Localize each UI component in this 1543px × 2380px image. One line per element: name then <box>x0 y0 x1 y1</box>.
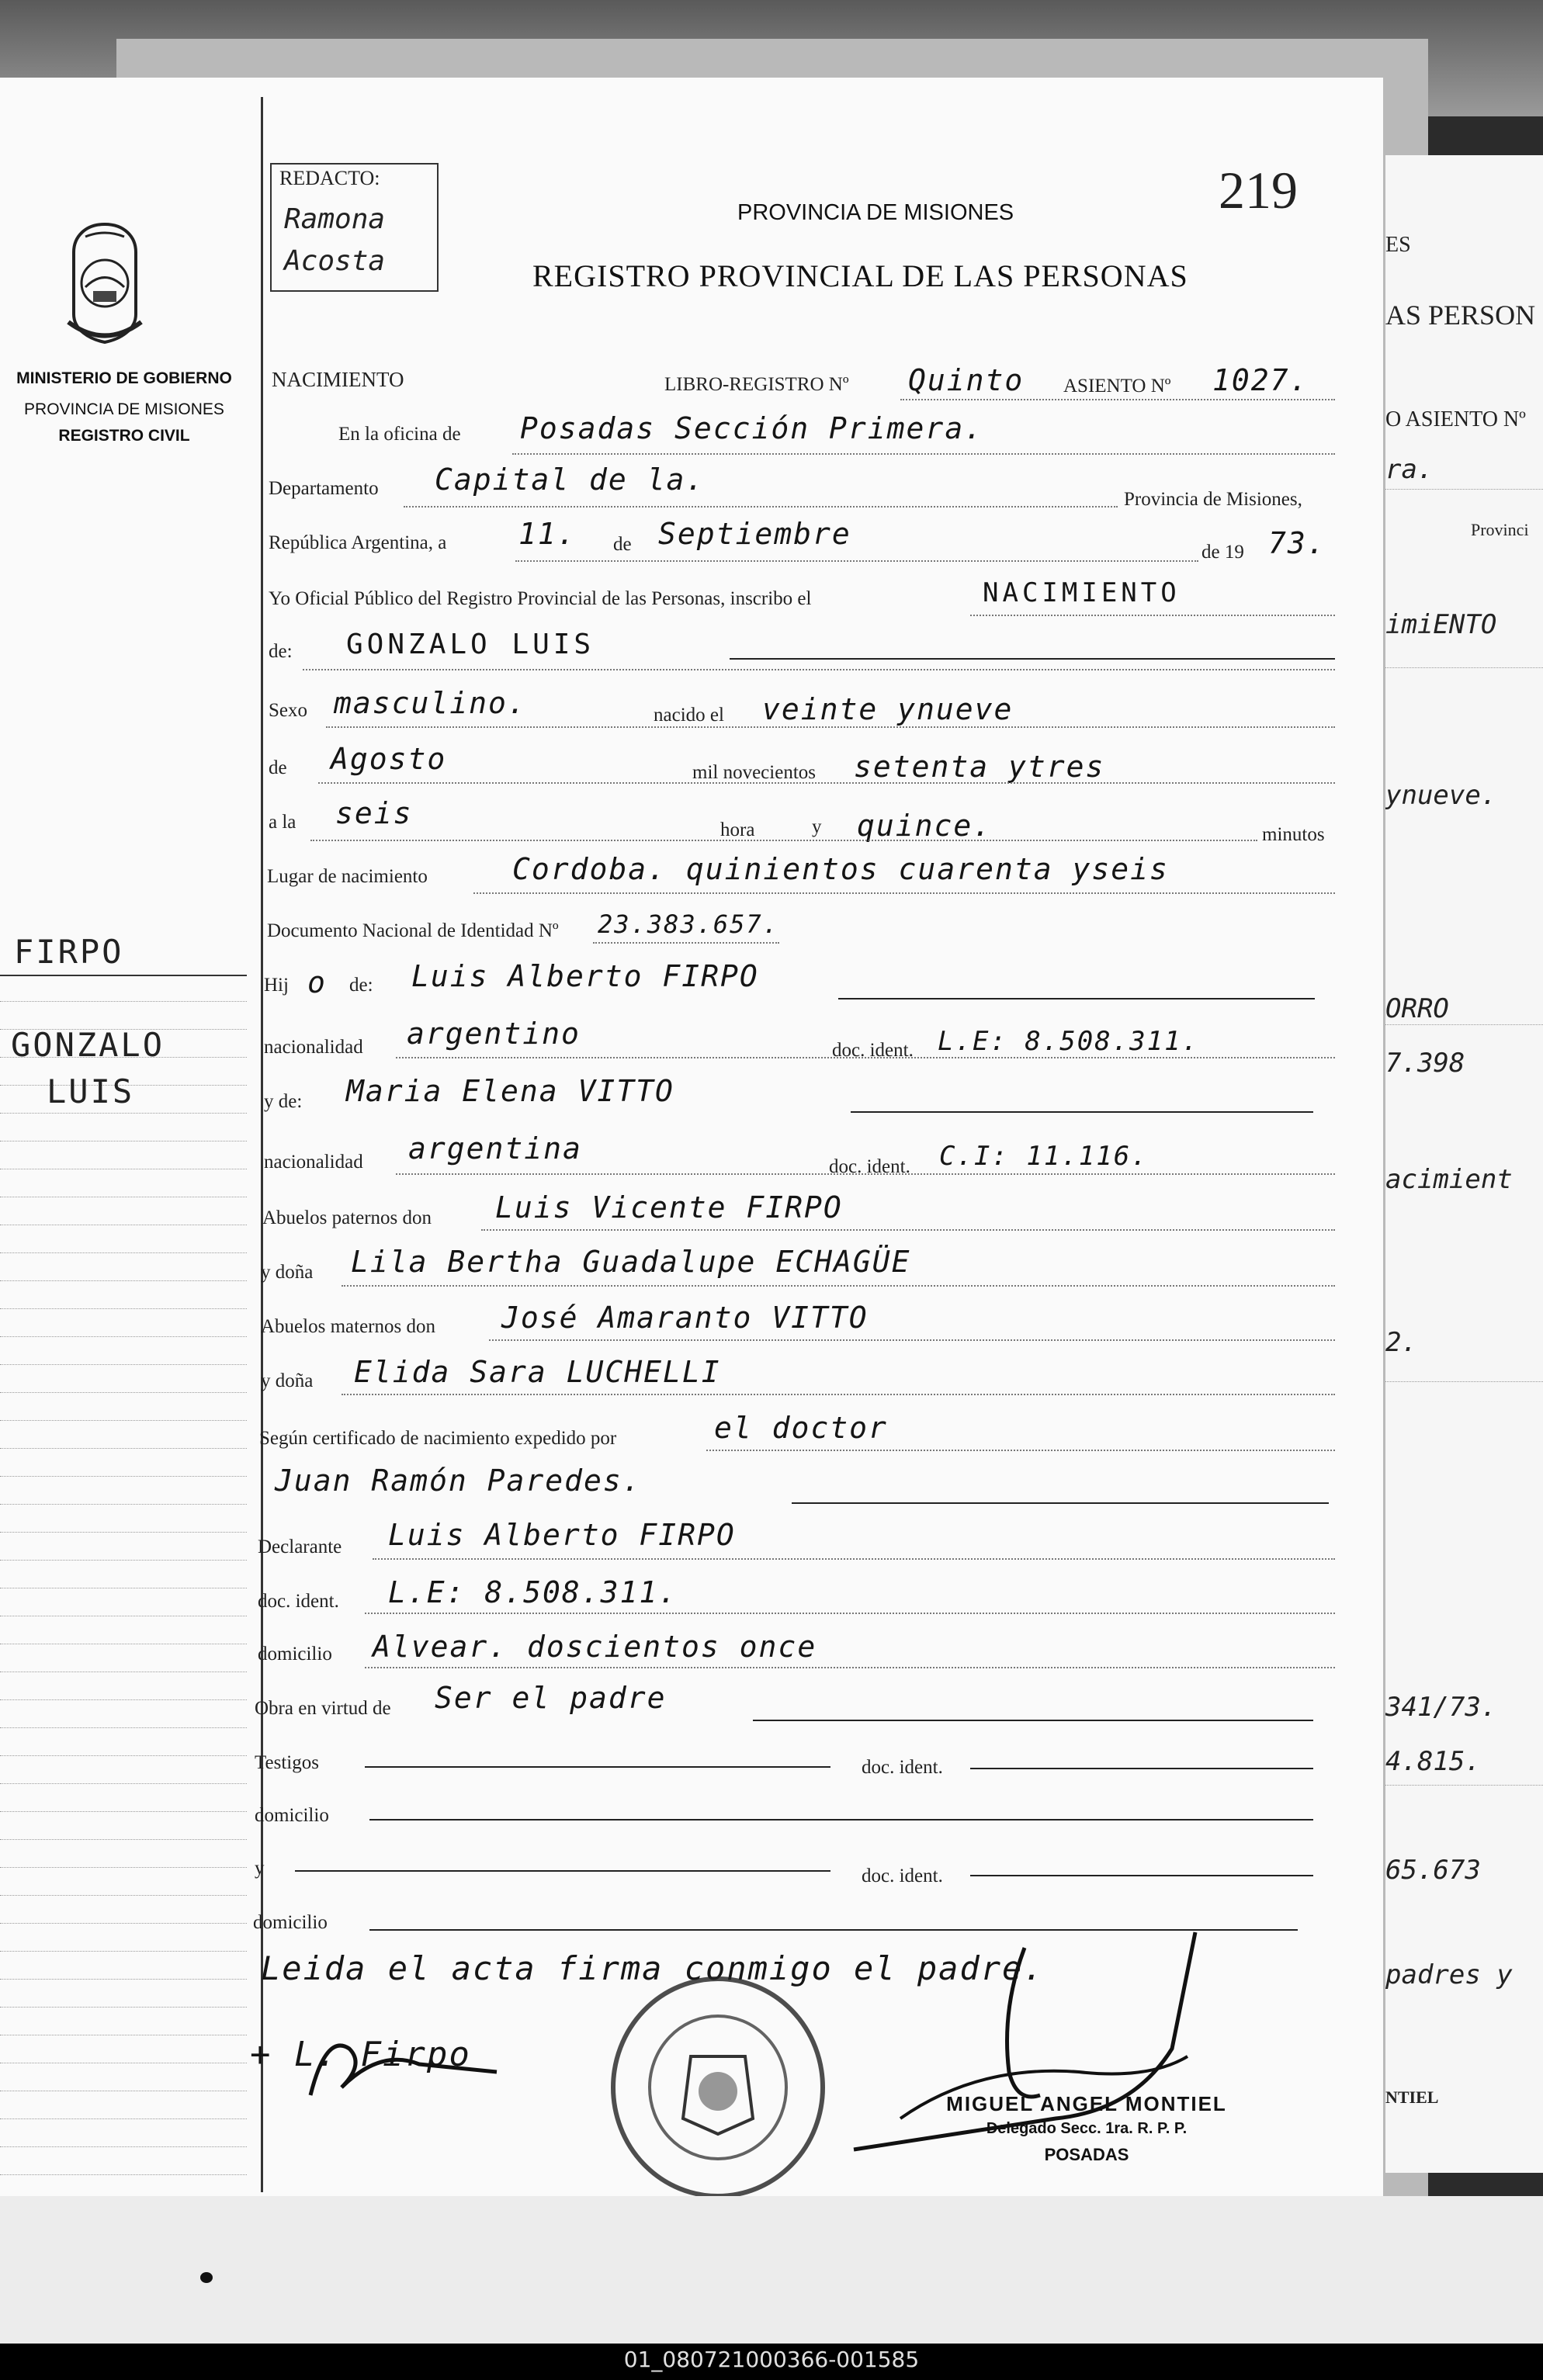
nacido-de-label: de <box>269 757 287 778</box>
nacido-anio-value: setenta ytres <box>854 750 1105 784</box>
ala-label: a la <box>269 812 296 833</box>
dni-value: 23.383.657. <box>598 909 779 939</box>
registry-title: REGISTRO PROVINCIAL DE LAS PERSONAS <box>532 258 1188 293</box>
obra-label: Obra en virtud de <box>255 1698 391 1719</box>
margin-rule-line <box>0 1755 247 1756</box>
domicilio-label: domicilio <box>258 1644 332 1665</box>
redacto-name-2: Acosta <box>284 245 386 277</box>
org-registry: REGISTRO CIVIL <box>58 427 190 445</box>
docident1-value: L.E: 8.508.311. <box>938 1026 1200 1057</box>
margin-rule-line <box>0 1895 247 1896</box>
hijo-label: Hij <box>264 975 289 996</box>
nacido-mes-value: Agosto <box>331 742 447 776</box>
hora-label: hora <box>720 819 755 840</box>
margin-surname: FIRPO <box>14 933 124 971</box>
docident3-label: doc. ident. <box>258 1591 339 1612</box>
margin-rule-line <box>0 1392 247 1393</box>
underlying-text: ES <box>1385 233 1411 257</box>
nombre-dotted-line <box>303 669 1335 670</box>
provincia-label: Provincia de Misiones, <box>1124 489 1302 510</box>
republica-label: República Argentina, a <box>269 532 447 553</box>
dia-value: 11. <box>518 517 577 551</box>
inscribe-line <box>970 615 1335 616</box>
docident3-value: L.E: 8.508.311. <box>388 1575 678 1609</box>
domicilio2-label: domicilio <box>255 1805 329 1826</box>
docident3-line <box>365 1613 1335 1614</box>
signature-flourish-icon <box>241 2018 536 2111</box>
margin-rule-line <box>0 1252 247 1253</box>
underlying-rule <box>1385 1024 1543 1025</box>
file-id: 01_080721000366-001585 <box>623 2347 920 2372</box>
y-label: y <box>812 816 822 837</box>
nombre-line <box>730 658 1335 660</box>
asiento-label: ASIENTO Nº <box>1063 376 1171 397</box>
redacto-label: REDACTO: <box>279 167 380 189</box>
underlying-handwriting: padres y <box>1385 1959 1513 1990</box>
dni-label: Documento Nacional de Identidad Nº <box>267 920 559 941</box>
underlying-handwriting: 65.673 <box>1385 1855 1481 1886</box>
nac2-line <box>396 1173 1335 1175</box>
margin-rule-line <box>0 1448 247 1449</box>
margin-rule-line <box>0 1560 247 1561</box>
margin-rule-line <box>0 1476 247 1477</box>
nacido-dia-value: veinte ynueve <box>762 692 1014 726</box>
margin-rule-line <box>0 1364 247 1365</box>
nac1-label: nacionalidad <box>264 1037 363 1058</box>
abuelos-m-label: Abuelos maternos don <box>261 1316 435 1337</box>
nacido-label: nacido el <box>654 705 724 726</box>
underlying-text: Provinci <box>1471 520 1529 539</box>
margin-rule-line <box>0 2007 247 2008</box>
margin-rule-line <box>0 1308 247 1309</box>
oficina-value: Posadas Sección Primera. <box>520 411 984 445</box>
margin-rule-line <box>0 1113 247 1114</box>
hora-line <box>310 840 1257 841</box>
record-type: NACIMIENTO <box>272 368 404 391</box>
hijo-de-label: de: <box>349 975 373 996</box>
madre-value: Maria Elena VITTO <box>346 1074 674 1108</box>
libro-line <box>900 399 1335 400</box>
mes-value: Septiembre <box>658 517 851 551</box>
lugar-value: Cordoba. quinientos cuarenta yseis <box>512 852 1169 886</box>
domicilio-line <box>365 1667 1335 1668</box>
margin-given-name-2: LUIS <box>47 1072 135 1110</box>
margin-rule-line <box>0 1001 247 1002</box>
underlying-text: O ASIENTO Nº <box>1385 407 1526 431</box>
abuela-p-line <box>342 1285 1335 1287</box>
certificado-value-1: el doctor <box>714 1411 888 1445</box>
docident5-label: doc. ident. <box>862 1866 943 1886</box>
abuela-p-value: Lila Bertha Guadalupe ECHAGÜE <box>351 1245 911 1279</box>
margin-rule-line <box>0 1532 247 1533</box>
fecha-line <box>515 560 1198 562</box>
docident4-line <box>970 1768 1313 1769</box>
margin-rule-line <box>0 1699 247 1700</box>
ink-dot <box>200 2272 213 2283</box>
margin-given-name-1: GONZALO <box>11 1026 165 1064</box>
table-surface <box>0 2196 1543 2344</box>
closing-statement: Leida el acta firma conmigo el padre. <box>261 1949 1045 1987</box>
docident4-label: doc. ident. <box>862 1757 943 1778</box>
abuela-m-line <box>342 1394 1335 1395</box>
underlying-handwriting: imiENTO <box>1385 609 1497 640</box>
docident5-line <box>970 1875 1313 1876</box>
docident1-label: doc. ident. <box>832 1040 914 1061</box>
minutos-label: minutos <box>1262 824 1325 845</box>
official-city: POSADAS <box>1044 2145 1129 2164</box>
underlying-handwriting: ynueve. <box>1385 780 1497 811</box>
ydona2-label: y doña <box>261 1370 314 1391</box>
margin-rule-line <box>0 1979 247 1980</box>
margin-rule-line <box>0 1839 247 1840</box>
departamento-line <box>404 506 1118 508</box>
sexo-value: masculino. <box>334 686 527 720</box>
underlying-handwriting: 7.398 <box>1385 1048 1465 1079</box>
provincial-seal-icon <box>62 221 147 345</box>
org-province: PROVINCIA DE MISIONES <box>24 400 224 418</box>
mil-label: mil novecientos <box>692 762 816 783</box>
departamento-label: Departamento <box>269 478 379 499</box>
underlying-handwriting: ra. <box>1385 454 1434 485</box>
margin-rule-line <box>0 1923 247 1924</box>
abuelos-p-label: Abuelos paternos don <box>262 1207 432 1228</box>
margin-rule-line <box>0 1420 247 1421</box>
underlying-handwriting: ORRO <box>1385 993 1449 1024</box>
page-number: 219 <box>1219 161 1298 220</box>
sexo-line <box>326 726 1335 728</box>
underlying-handwriting: 341/73. <box>1385 1692 1497 1723</box>
docident2-label: doc. ident. <box>829 1156 910 1177</box>
underlying-handwriting: 2. <box>1385 1327 1417 1358</box>
declarant-signature: + L. Firpo <box>250 2035 471 2074</box>
margin-rule-line <box>0 1280 247 1281</box>
redacto-name-1: Ramona <box>284 203 386 235</box>
abuelo-m-value: José Amaranto VITTO <box>501 1301 869 1335</box>
province-title: PROVINCIA DE MISIONES <box>737 200 1014 225</box>
nac2-value: argentina <box>408 1131 582 1166</box>
domicilio2-line <box>369 1819 1313 1821</box>
declarante-label: Declarante <box>258 1536 342 1557</box>
inscribe-value: NACIMIENTO <box>983 577 1181 608</box>
margin-rule-line <box>0 2174 247 2175</box>
underlying-rule <box>1385 667 1543 668</box>
abuelo-p-value: Luis Vicente FIRPO <box>495 1190 843 1225</box>
underlying-rule <box>1385 1785 1543 1786</box>
official-role: Delegado Secc. 1ra. R. P. P. <box>986 2120 1188 2137</box>
margin-rule-line <box>0 1783 247 1784</box>
margin-surname-underline <box>0 975 247 976</box>
oficina-label: En la oficina de <box>338 424 461 445</box>
ydona1-label: y doña <box>261 1262 314 1283</box>
nac1-value: argentino <box>407 1017 581 1051</box>
nac1-line <box>396 1057 1335 1058</box>
docident2-value: C.I: 11.116. <box>939 1141 1149 1172</box>
sexo-label: Sexo <box>269 700 307 721</box>
certificado-line <box>706 1450 1335 1451</box>
de-label: de <box>613 534 632 555</box>
declarante-line <box>373 1558 1335 1560</box>
lugar-label: Lugar de nacimiento <box>267 866 428 887</box>
margin-rule-line <box>0 1336 247 1337</box>
underlying-text: AS PERSON <box>1385 300 1536 331</box>
departamento-value: Capital de la. <box>435 462 706 497</box>
y2-label: y <box>255 1858 265 1879</box>
obra-line <box>753 1720 1313 1721</box>
underlying-handwriting: acimient <box>1385 1164 1513 1195</box>
lugar-line <box>473 892 1335 894</box>
testigos-line <box>365 1766 830 1768</box>
nombre-label: de: <box>269 641 293 662</box>
margin-rule-line <box>0 1867 247 1868</box>
y2-line <box>295 1870 830 1872</box>
madre-line <box>851 1111 1313 1113</box>
domicilio-value: Alvear. doscientos once <box>373 1630 817 1664</box>
nac2-label: nacionalidad <box>264 1152 363 1173</box>
org-ministry: MINISTERIO DE GOBIERNO <box>16 369 232 387</box>
oficina-line <box>512 453 1335 455</box>
certificado-value-2: Juan Ramón Paredes. <box>275 1464 642 1498</box>
padre-value: Luis Alberto FIRPO <box>411 959 759 993</box>
abuela-m-value: Elida Sara LUCHELLI <box>354 1355 721 1389</box>
margin-rule-line <box>0 1951 247 1952</box>
asiento-value: 1027. <box>1212 363 1309 397</box>
padre-line <box>838 998 1315 999</box>
dni-line <box>593 942 779 944</box>
libro-label: LIBRO-REGISTRO Nº <box>664 374 849 395</box>
abuelo-p-line <box>481 1229 1335 1231</box>
margin-rule-line <box>0 1504 247 1505</box>
underlying-rule <box>1385 489 1543 490</box>
obra-value: Ser el padre <box>435 1681 667 1715</box>
abuelo-m-line <box>489 1339 1335 1341</box>
nombre-value: GONZALO LUIS <box>346 629 595 660</box>
margin-rule-line <box>0 2146 247 2147</box>
margin-rule-line <box>0 1811 247 1812</box>
testigos-label: Testigos <box>255 1752 319 1773</box>
hora-value: seis <box>335 796 413 830</box>
minutos-value: quince. <box>857 809 993 843</box>
anio-prefix: de 19 <box>1201 542 1244 563</box>
hijo-value: o <box>307 965 327 999</box>
registry-seal-stamp-icon <box>605 1971 830 2204</box>
certificado-label: Según certificado de nacimiento expedido por <box>259 1428 617 1449</box>
declarante-value: Luis Alberto FIRPO <box>388 1518 736 1552</box>
underlying-handwriting: 4.815. <box>1385 1746 1481 1777</box>
margin-rule-line <box>0 1727 247 1728</box>
libro-value: Quinto <box>908 363 1025 397</box>
yde-label: y de: <box>264 1091 303 1112</box>
domicilio3-label: domicilio <box>253 1912 328 1933</box>
margin-rule-line <box>0 2118 247 2119</box>
underlying-text: NTIEL <box>1385 2087 1439 2107</box>
nacido-line <box>318 782 1335 784</box>
anio-value: 73. <box>1268 526 1326 560</box>
underlying-rule <box>1385 1381 1543 1382</box>
certificado-line-2 <box>792 1502 1329 1504</box>
underlying-page <box>1385 155 1543 2173</box>
official-name: MIGUEL ANGEL MONTIEL <box>946 2092 1227 2115</box>
oficial-text: Yo Oficial Público del Registro Provincial de las Personas, inscribo el <box>269 588 812 609</box>
